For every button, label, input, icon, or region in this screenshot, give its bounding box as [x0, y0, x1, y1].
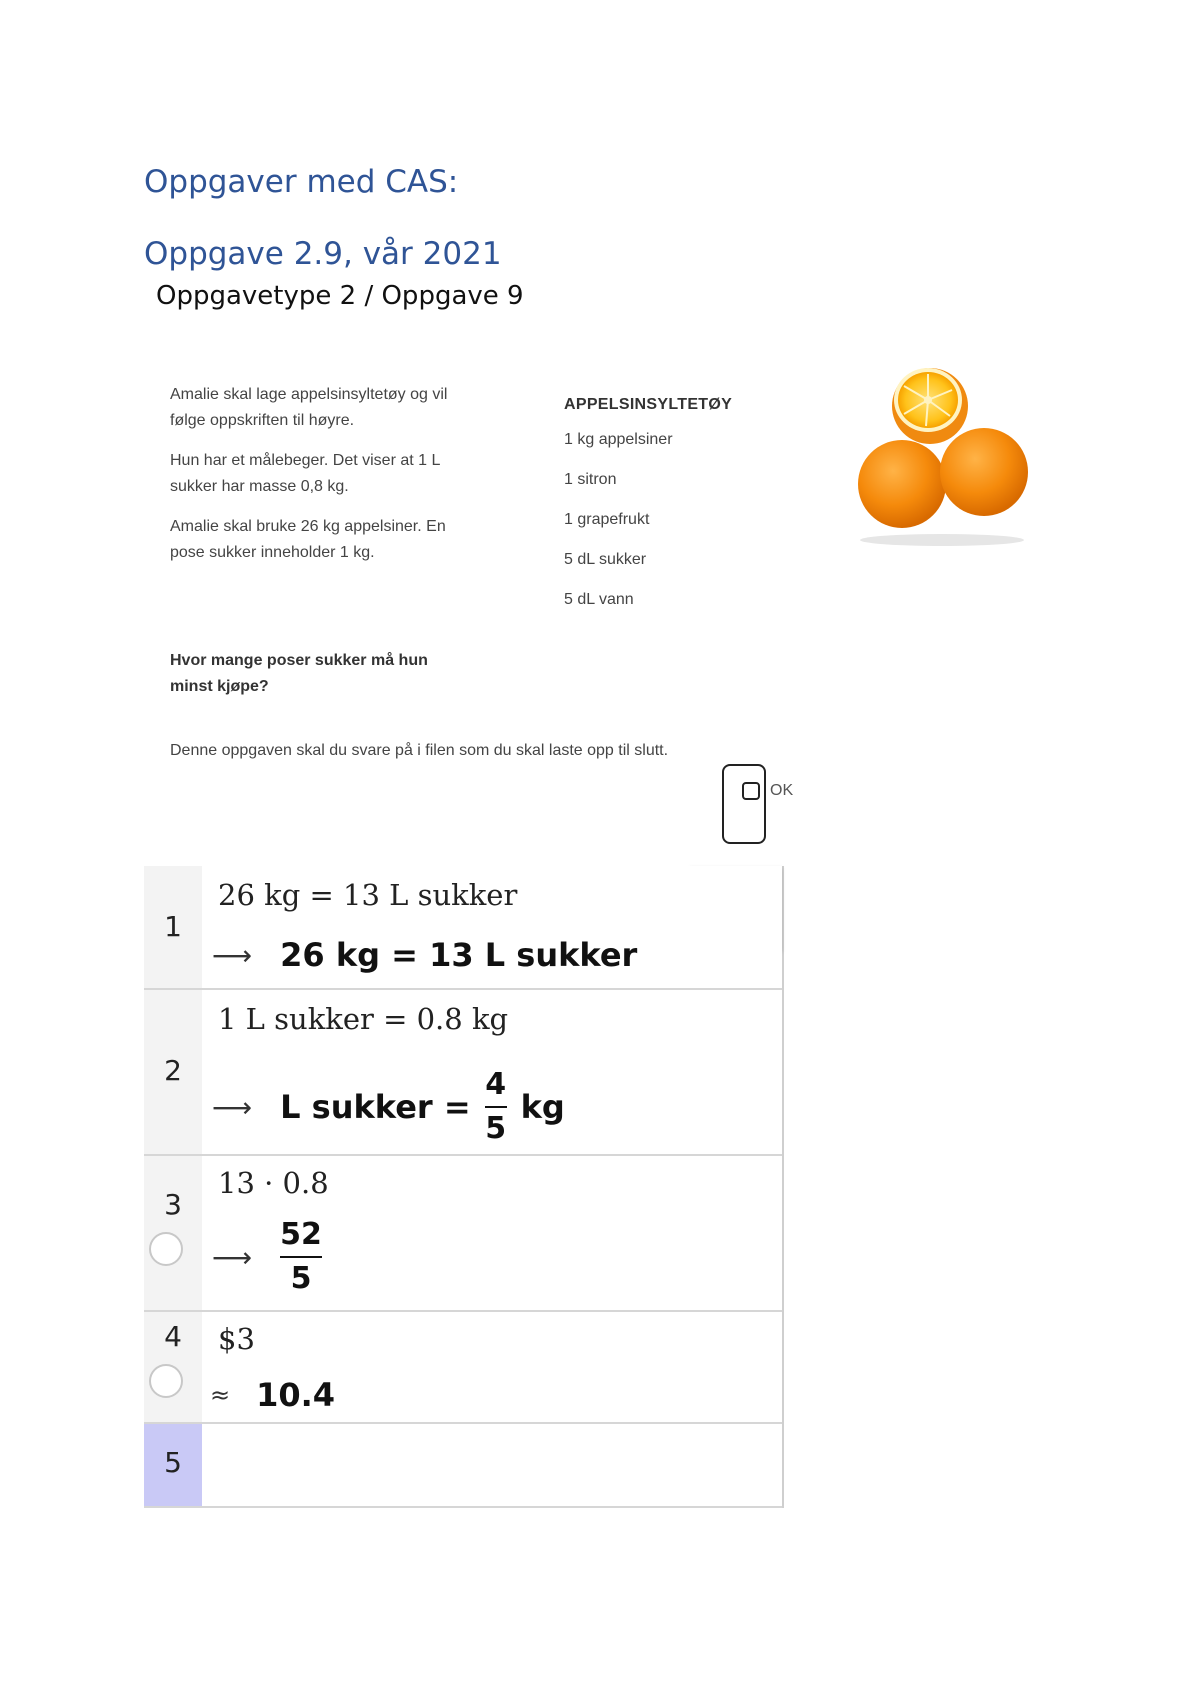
- cas-row[interactable]: [144, 990, 782, 1156]
- arrow-icon: ⟶: [212, 1240, 253, 1274]
- oranges-image: [850, 362, 1036, 548]
- arrow-icon: ⟶: [212, 1090, 253, 1124]
- recipe-title: APPELSINSYLTETØY: [564, 396, 733, 413]
- task-question: Hvor mange poser sukker må hun minst kjøpe?: [170, 652, 428, 695]
- task-card: [144, 360, 794, 850]
- visibility-toggle[interactable]: [149, 1232, 183, 1266]
- recipe-item: 5 dL sukker: [564, 551, 647, 568]
- arrow-icon: ⟶: [212, 938, 253, 972]
- recipe-item: 1 grapefrukt: [564, 511, 650, 528]
- recipe: [564, 396, 784, 630]
- cas-output: [212, 1218, 336, 1296]
- recipe-item: 1 kg appelsiner: [564, 431, 673, 448]
- cas-input[interactable]: $3: [218, 1322, 255, 1356]
- task-note: Denne oppgaven skal du svare på i filen som du skal laste opp til slutt.: [170, 742, 669, 759]
- cas-row-active[interactable]: [144, 1424, 782, 1508]
- task-paragraph-3: Amalie skal bruke 26 kg appelsiner. En pose sukker inneholder 1 kg.: [170, 518, 446, 561]
- page-heading: Oppgaver med CAS:: [144, 164, 459, 200]
- row-number: 2: [164, 1054, 182, 1087]
- numerator: 52: [280, 1217, 322, 1252]
- task-paragraph-1: Amalie skal lage appelsinsyltetøy og vil følge oppskriften til høyre.: [170, 386, 448, 429]
- recipe-item: 1 sitron: [564, 471, 617, 488]
- fraction: [280, 1218, 322, 1296]
- cas-view: [144, 866, 784, 1508]
- output-rhs: kg: [520, 1088, 565, 1126]
- numerator: 4: [485, 1067, 507, 1102]
- cas-output: [212, 936, 637, 974]
- cas-row[interactable]: [144, 1156, 782, 1312]
- cas-input[interactable]: 13 · 0.8: [218, 1166, 329, 1200]
- fraction: [485, 1068, 507, 1146]
- output-text: 10.4: [256, 1376, 336, 1414]
- cas-row[interactable]: [144, 866, 782, 990]
- task-subheading: Oppgavetype 2 / Oppgave 9: [156, 281, 524, 311]
- ok-checkbox-button[interactable]: [722, 764, 766, 844]
- task-heading: Oppgave 2.9, vår 2021: [144, 236, 502, 272]
- row-number: 4: [164, 1320, 182, 1353]
- cas-row[interactable]: [144, 1312, 782, 1424]
- visibility-toggle[interactable]: [149, 1364, 183, 1398]
- row-number: 1: [164, 910, 182, 943]
- denominator: 5: [485, 1111, 507, 1146]
- cas-output: [212, 1068, 565, 1146]
- task-paragraph-2: Hun har et målebeger. Det viser at 1 L sukker har masse 0,8 kg.: [170, 452, 440, 495]
- row-number: 5: [164, 1446, 182, 1479]
- cas-output: [210, 1376, 335, 1414]
- cas-input[interactable]: 26 kg = 13 L sukker: [218, 878, 518, 912]
- output-lhs: L sukker =: [280, 1088, 471, 1126]
- approx-icon: ≈: [210, 1381, 231, 1409]
- denominator: 5: [290, 1261, 312, 1296]
- recipe-item: 5 dL vann: [564, 591, 634, 608]
- row-number: 3: [164, 1188, 182, 1221]
- checkbox-icon: [742, 782, 760, 800]
- output-text: 26 kg = 13 L sukker: [280, 936, 638, 974]
- cas-input[interactable]: 1 L sukker = 0.8 kg: [218, 1002, 509, 1036]
- ok-label: OK: [770, 782, 794, 799]
